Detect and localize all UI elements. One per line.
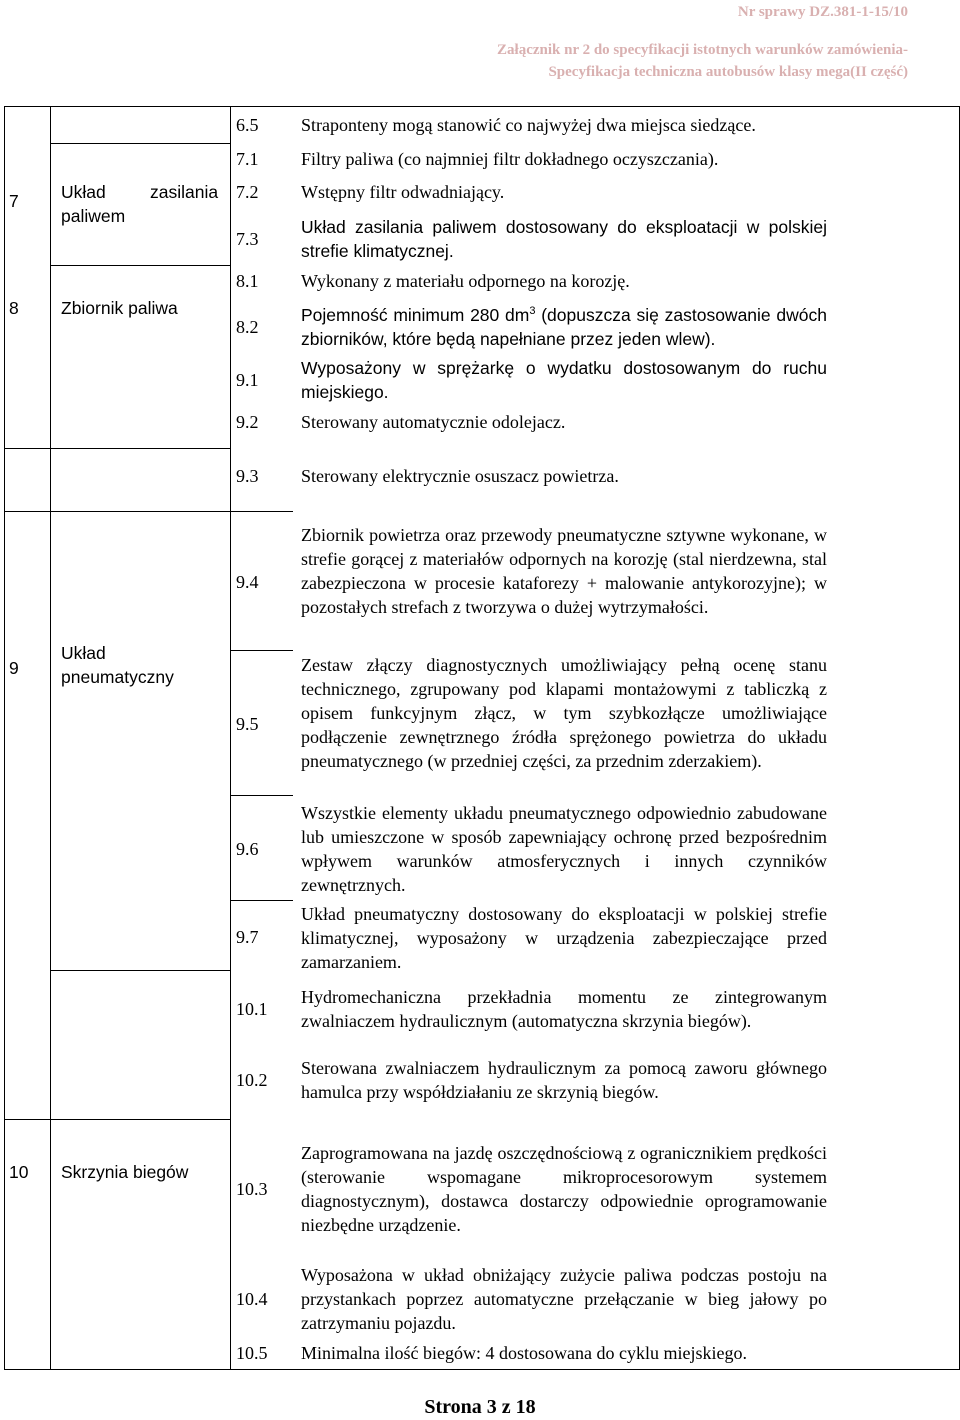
- item-description: [301, 303, 827, 351]
- item-number: 7.3: [236, 229, 259, 249]
- group-name: paliwem: [61, 206, 126, 226]
- inner-cell-line: [50, 511, 231, 512]
- item-number-cell-line: [231, 795, 293, 796]
- item-description: Sterowana zwalniaczem hydraulicznym za pomocą zaworu głównego hamulca przy współdziałaniu ze skrzynią biegów.: [301, 1058, 827, 1102]
- inner-cell-line: [50, 448, 231, 449]
- item-description: Układ pneumatyczny dostosowany do eksploatacji w polskiej strefie klimatycznej, wyposażony w urządzenia zabezpieczające przed zamarzaniem.: [301, 904, 827, 972]
- item-number: 7.2: [236, 182, 259, 202]
- group-number: 7: [9, 191, 19, 211]
- item-number: 9.7: [236, 927, 259, 947]
- item-description: Wyposażony w sprężarkę o wydatku dostosowanym do ruchu miejskiego.: [301, 358, 827, 402]
- table-bottom-border: [4, 1369, 960, 1370]
- item-description: Zestaw złączy diagnostycznych umożliwiający pełną ocenę stanu technicznego, zgrupowany pod klapami montażowymi z tabliczką z opisem funkcyjnym złącz, w tym szybkozłącze umożliwiające podłączenie zewnętrznego źródła sprężonego powietrza do układu pneumatycznego (w przedniej części, za przednim zderzakiem).: [301, 655, 827, 771]
- group-name: Zbiornik paliwa: [61, 298, 178, 318]
- item-description: Zbiornik powietrza oraz przewody pneumatyczne sztywne wykonane, w strefie gorącej z materiałów odpornych na korozję (stal nierdzewna, stal zabezpieczona w procesie kataforezy + malowanie antykorozyjne); w pozostałych strefach z tworzywa o dużej wytrzymałości.: [301, 525, 827, 617]
- item-number: 8.2: [236, 317, 259, 337]
- item-description: Układ zasilania paliwem dostosowany do eksploatacji w polskiej strefie klimatycznej.: [301, 217, 827, 261]
- inner-cell-line: [50, 143, 231, 144]
- annex-title-line2: Specyfikacja techniczna autobusów klasy mega(II część): [548, 64, 908, 80]
- cubic-superscript: 3: [529, 305, 536, 318]
- case-number: Nr sprawy DZ.381-1-15/10: [737, 4, 908, 20]
- annex-title-line1: Załącznik nr 2 do specyfikacji istotnych warunków zamówienia-: [497, 42, 908, 58]
- capacity-text-continued: (dopuszcza się zastosowanie dwóch zbiorników, które będą napełniane przez jeden wlew).: [301, 305, 827, 349]
- row-divider: [4, 1119, 51, 1120]
- item-number: 10.3: [236, 1179, 268, 1199]
- item-number: 9.1: [236, 370, 259, 390]
- item-number: 9.5: [236, 714, 259, 734]
- group-name: Skrzynia biegów: [61, 1162, 189, 1182]
- group-name: pneumatyczny: [61, 667, 174, 687]
- item-description: Wszystkie elementy układu pneumatycznego odpowiednio zabudowane lub umieszczone w sposób zapewniający ochronę przed bezpośrednim wpływem warunków atmosferycznych i innych czynników zewnętrznych.: [301, 803, 827, 895]
- number-column-divider: [50, 106, 51, 1370]
- page-number: Strona 3 z 18: [424, 1396, 536, 1418]
- item-number-cell-line: [231, 900, 293, 901]
- item-description: Wstępny filtr odwadniający.: [301, 182, 505, 202]
- group-name: Układ: [61, 643, 106, 663]
- item-number-cell-line: [231, 650, 293, 651]
- item-number: 10.4: [236, 1289, 268, 1309]
- group-number: 9: [9, 658, 19, 678]
- item-description: Sterowany automatycznie odolejacz.: [301, 412, 566, 432]
- item-description: Zaprogramowana na jazdę oszczędnościową z ogranicznikiem prędkości (sterowanie wspomagane mikroprocesorowym systemem diagnostycznym), dostawca dostarczy odpowiednie oprogramowanie niezbędne urządzenie.: [301, 1143, 827, 1235]
- item-number: 8.1: [236, 271, 259, 291]
- inner-cell-line: [50, 970, 231, 971]
- item-number: 9.2: [236, 412, 259, 432]
- inner-cell-line: [50, 265, 231, 266]
- item-number-cell-line: [231, 511, 293, 512]
- item-number: 10.2: [236, 1070, 268, 1090]
- name-column-divider: [230, 106, 231, 1370]
- row-divider: [4, 448, 51, 449]
- table-top-border: [4, 106, 960, 107]
- item-number: 10.1: [236, 999, 268, 1019]
- group-number: 10: [9, 1162, 29, 1182]
- item-number: 9.4: [236, 572, 259, 592]
- item-description: Minimalna ilość biegów: 4 dostosowana do cyklu miejskiego.: [301, 1343, 747, 1363]
- inner-cell-line: [50, 1119, 231, 1120]
- item-description: Wykonany z materiału odpornego na korozję.: [301, 271, 630, 291]
- group-number: 8: [9, 298, 19, 318]
- row-divider: [4, 511, 51, 512]
- item-description: Wyposażona w układ obniżający zużycie paliwa podczas postoju na przystankach poprzez automatyczne przełączanie w bieg jałowy po zatrzymaniu pojazdu.: [301, 1265, 827, 1333]
- item-description: Sterowany elektrycznie osuszacz powietrza.: [301, 466, 619, 486]
- item-number: 9.3: [236, 466, 259, 486]
- capacity-text: Pojemność minimum 280 dm: [301, 305, 530, 325]
- item-description: Filtry paliwa (co najmniej filtr dokładnego oczyszczania).: [301, 149, 719, 169]
- item-number: 9.6: [236, 839, 259, 859]
- item-number: 10.5: [236, 1343, 268, 1363]
- item-description: Hydromechaniczna przekładnia momentu ze zintegrowanym zwalniaczem hydraulicznym (automatyczna skrzynia biegów).: [301, 987, 827, 1031]
- item-number: 6.5: [236, 115, 259, 135]
- item-description: Straponteny mogą stanowić co najwyżej dwa miejsca siedzące.: [301, 115, 756, 135]
- group-name: Układ: [61, 182, 106, 202]
- table-left-border: [4, 106, 5, 1370]
- item-number: 7.1: [236, 149, 259, 169]
- group-name: zasilania: [150, 182, 219, 202]
